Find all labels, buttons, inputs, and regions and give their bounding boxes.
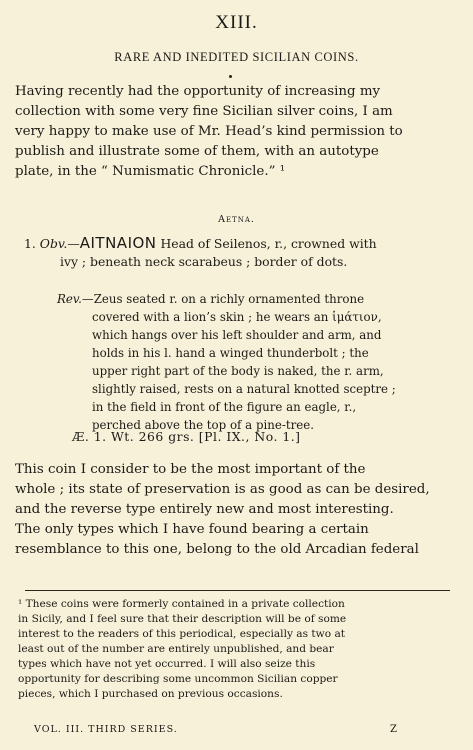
intro-line-5: plate, in the “ Numismatic Chronicle.” ¹ — [15, 164, 286, 179]
obverse-description — [24, 234, 469, 271]
intro-line-4: publish and illustrate some of them, with an autotype — [15, 144, 379, 159]
obverse-text: Head of Seilenos, r., crowned with — [160, 236, 377, 251]
obverse-legend: ΑΙΤΝΑΙΟΝ — [79, 234, 157, 252]
intro-paragraph — [15, 82, 470, 182]
discussion-line-3: and the reverse type entirely new and most interesting. — [15, 502, 394, 517]
discussion-line-1: This coin I consider to be the most important of the — [15, 462, 366, 477]
footnote-line-3: interest to the readers of this periodical, especially as two at — [18, 628, 346, 640]
article-title: RARE AND INEDITED SICILIAN COINS. — [114, 50, 359, 64]
reverse-line-6: slightly raised, rests on a natural knotted sceptre ; — [92, 382, 396, 396]
obverse-line-2: ivy ; beneath neck scarabeus ; border of dots. — [60, 254, 348, 269]
reverse-line-7: in the field in front of the figure an eagle, r., — [92, 400, 357, 414]
print-speck — [229, 75, 232, 78]
reverse-line-1 — [57, 290, 472, 308]
gathering-mark: Z — [390, 724, 397, 735]
footnote-line-5: types which have not yet occurred. I will also seize this — [18, 658, 316, 670]
discussion-line-4: The only types which I have found bearing a certain — [15, 522, 369, 537]
footnote-line-7: pieces, which I purchased on previous occasions. — [18, 688, 283, 700]
reverse-text-1: Zeus seated r. on a richly ornamented throne — [93, 292, 365, 306]
reverse-line-8: perched above the top of a pine-tree. — [92, 418, 314, 432]
reverse-label: Rev.— — [57, 292, 94, 306]
obverse-line-1 — [24, 234, 469, 253]
footnote — [18, 597, 470, 702]
footnote-line-2: in Sicily, and I feel sure that their description will be of some — [18, 613, 347, 625]
footnote-line-1: ¹ These coins were formerly contained in a private collection — [18, 598, 345, 610]
discussion-line-2: whole ; its state of preservation is as good as can be desired, — [15, 482, 430, 497]
reverse-line-2: covered with a lion’s skin ; he wears an ἱμάτιον, — [92, 310, 382, 324]
discussion-paragraph — [15, 460, 470, 560]
volume-signature: VOL. III. THIRD SERIES. — [34, 724, 178, 735]
obverse-label: Obv.— — [39, 236, 80, 251]
footnote-line-6: opportunity for describing some uncommon Sicilian copper — [18, 673, 338, 685]
coin-number: 1. — [24, 236, 36, 251]
intro-line-1: Having recently had the opportunity of increasing my — [15, 84, 381, 99]
discussion-line-5: resemblance to this one, belong to the old Arcadian federal — [15, 542, 419, 557]
section-heading: Aetna. — [218, 214, 255, 225]
reverse-description — [57, 290, 472, 434]
footnote-divider — [25, 590, 450, 591]
intro-line-3: very happy to make use of Mr. Head’s kind permission to — [15, 124, 403, 139]
reverse-line-5: upper right part of the body is naked, the r. arm, — [92, 364, 384, 378]
footnote-line-4: least out of the number are entirely unpublished, and bear — [18, 643, 334, 655]
reverse-line-3: which hangs over his left shoulder and arm, and — [92, 328, 382, 342]
coin-metadata: Æ. 1. Wt. 266 grs. [Pl. IX., No. 1.] — [72, 429, 301, 444]
chapter-number: XIII. — [215, 12, 258, 33]
reverse-line-4: holds in his l. hand a winged thunderbolt ; the — [92, 346, 369, 360]
intro-line-2: collection with some very fine Sicilian silver coins, I am — [15, 104, 393, 119]
